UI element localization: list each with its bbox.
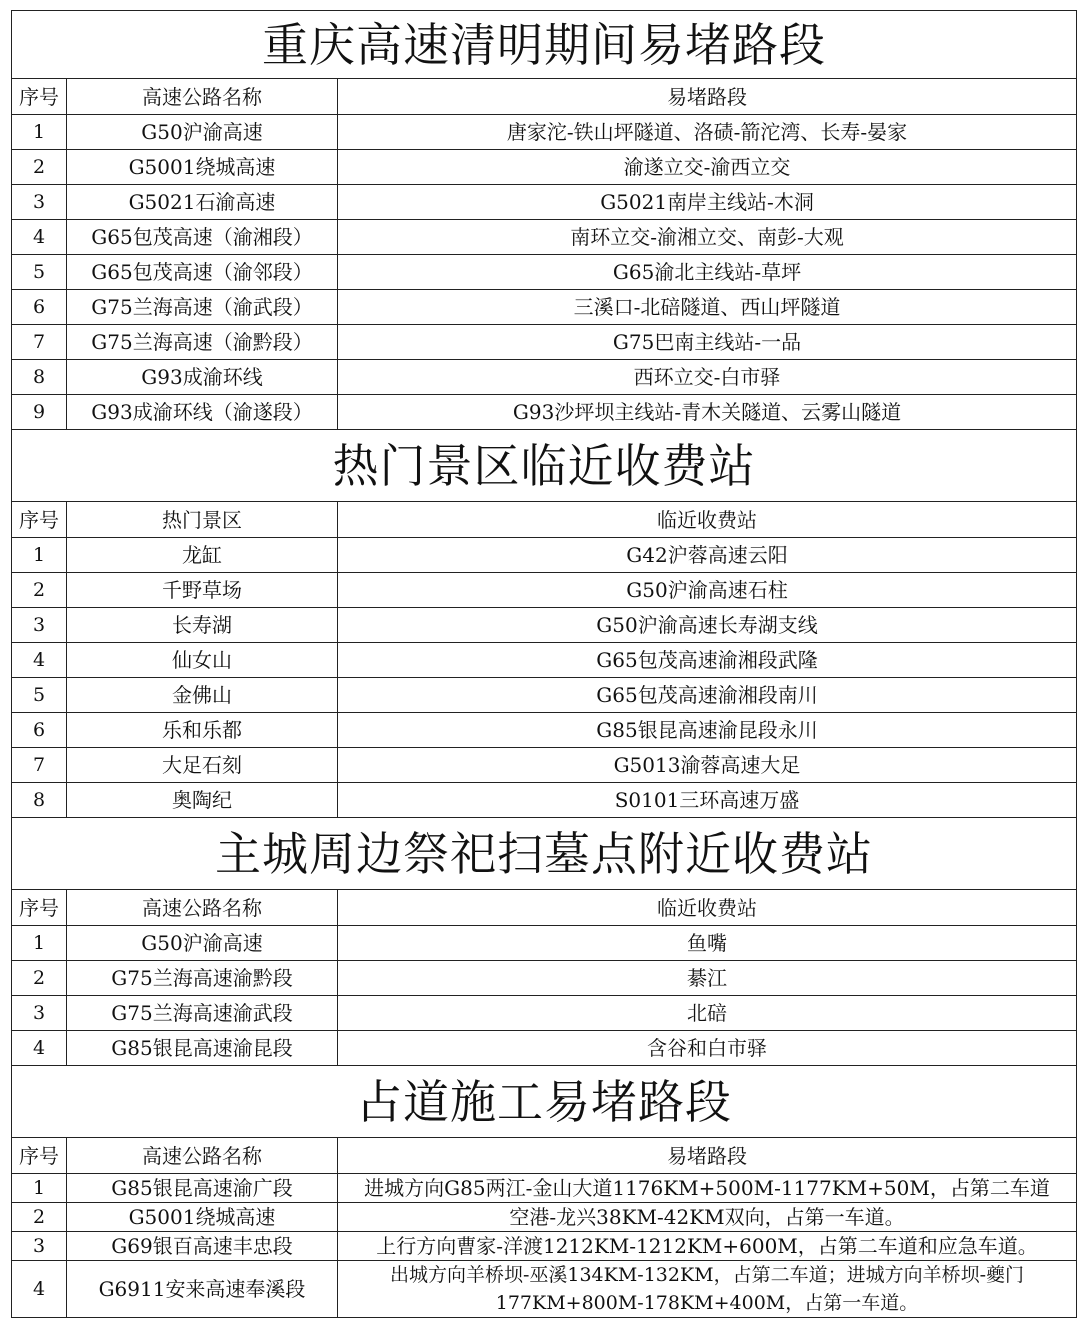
table-row xyxy=(12,115,1077,150)
section-title-row xyxy=(12,818,1077,890)
row-name: G75兰海高速渝武段 xyxy=(67,996,338,1031)
row-index: 6 xyxy=(12,290,67,325)
row-index: 8 xyxy=(12,360,67,395)
column-header-row xyxy=(12,890,1077,926)
row-name: G85银昆高速渝昆段 xyxy=(67,1031,338,1066)
table-row xyxy=(12,643,1077,678)
section-title: 重庆高速清明期间易堵路段 xyxy=(12,11,1077,79)
column-header-row xyxy=(12,1138,1077,1174)
table-row xyxy=(12,678,1077,713)
row-name: 龙缸 xyxy=(67,538,338,573)
row-name: 金佛山 xyxy=(67,678,338,713)
row-name: G5001绕城高速 xyxy=(67,150,338,185)
row-index: 5 xyxy=(12,255,67,290)
row-name: G50沪渝高速 xyxy=(67,926,338,961)
row-index: 1 xyxy=(12,1174,67,1203)
table-row xyxy=(12,1031,1077,1066)
row-name: G65包茂高速（渝湘段） xyxy=(67,220,338,255)
row-detail: 西环立交-白市驿 xyxy=(338,360,1077,395)
row-detail: 上行方向曹家-洋渡1212KM-1212KM+600M，占第二车道和应急车道。 xyxy=(338,1232,1077,1261)
column-header: 易堵路段 xyxy=(338,1138,1077,1174)
row-index: 1 xyxy=(12,926,67,961)
column-header: 序号 xyxy=(12,1138,67,1174)
column-header: 临近收费站 xyxy=(338,502,1077,538)
table-row xyxy=(12,290,1077,325)
row-detail: 进城方向G85两江-金山大道1176KM+500M-1177KM+50M，占第二车道 xyxy=(338,1174,1077,1203)
row-index: 3 xyxy=(12,185,67,220)
row-detail: 唐家沱-铁山坪隧道、洛碛-箭沱湾、长寿-晏家 xyxy=(338,115,1077,150)
table-row xyxy=(12,255,1077,290)
table-row xyxy=(12,1232,1077,1261)
section-title-row xyxy=(12,430,1077,502)
row-detail: G75巴南主线站-一品 xyxy=(338,325,1077,360)
row-name: G75兰海高速渝黔段 xyxy=(67,961,338,996)
column-header: 高速公路名称 xyxy=(67,1138,338,1174)
table-row xyxy=(12,1261,1077,1318)
column-header-row xyxy=(12,79,1077,115)
section-title-row xyxy=(12,1066,1077,1138)
row-index: 1 xyxy=(12,115,67,150)
row-index: 2 xyxy=(12,1203,67,1232)
row-index: 6 xyxy=(12,713,67,748)
row-detail: 南环立交-渝湘立交、南彭-大观 xyxy=(338,220,1077,255)
row-index: 4 xyxy=(12,643,67,678)
table-row xyxy=(12,926,1077,961)
row-detail: G65渝北主线站-草坪 xyxy=(338,255,1077,290)
row-index: 2 xyxy=(12,573,67,608)
table-row xyxy=(12,783,1077,818)
row-name: G5001绕城高速 xyxy=(67,1203,338,1232)
row-detail: G93沙坪坝主线站-青木关隧道、云雾山隧道 xyxy=(338,395,1077,430)
table-row xyxy=(12,996,1077,1031)
row-index: 4 xyxy=(12,1031,67,1066)
row-index: 5 xyxy=(12,678,67,713)
row-detail: 空港-龙兴38KM-42KM双向，占第一车道。 xyxy=(338,1203,1077,1232)
row-index: 3 xyxy=(12,1232,67,1261)
row-index: 4 xyxy=(12,220,67,255)
row-detail: S0101三环高速万盛 xyxy=(338,783,1077,818)
row-detail: G5021南岸主线站-木洞 xyxy=(338,185,1077,220)
table-row xyxy=(12,220,1077,255)
row-name: G65包茂高速（渝邻段） xyxy=(67,255,338,290)
row-index: 2 xyxy=(12,961,67,996)
column-header: 易堵路段 xyxy=(338,79,1077,115)
row-index: 8 xyxy=(12,783,67,818)
row-index: 1 xyxy=(12,538,67,573)
table-row xyxy=(12,360,1077,395)
row-name: 大足石刻 xyxy=(67,748,338,783)
row-index: 9 xyxy=(12,395,67,430)
row-detail: 三溪口-北碚隧道、西山坪隧道 xyxy=(338,290,1077,325)
table-row xyxy=(12,713,1077,748)
row-name: G93成渝环线（渝遂段） xyxy=(67,395,338,430)
row-detail: G50沪渝高速长寿湖支线 xyxy=(338,608,1077,643)
column-header: 序号 xyxy=(12,502,67,538)
column-header: 高速公路名称 xyxy=(67,890,338,926)
row-detail: G5013渝蓉高速大足 xyxy=(338,748,1077,783)
column-header: 高速公路名称 xyxy=(67,79,338,115)
row-name: G6911安来高速奉溪段 xyxy=(67,1261,338,1318)
row-detail: 北碚 xyxy=(338,996,1077,1031)
row-detail: G65包茂高速渝湘段南川 xyxy=(338,678,1077,713)
column-header: 临近收费站 xyxy=(338,890,1077,926)
row-detail: 綦江 xyxy=(338,961,1077,996)
row-name: G69银百高速丰忠段 xyxy=(67,1232,338,1261)
section-title-row xyxy=(12,11,1077,79)
section-title: 主城周边祭祀扫墓点附近收费站 xyxy=(12,818,1077,890)
column-header: 序号 xyxy=(12,890,67,926)
row-name: G85银昆高速渝广段 xyxy=(67,1174,338,1203)
row-name: G5021石渝高速 xyxy=(67,185,338,220)
table-row xyxy=(12,395,1077,430)
row-detail: 含谷和白市驿 xyxy=(338,1031,1077,1066)
row-detail: 鱼嘴 xyxy=(338,926,1077,961)
row-index: 2 xyxy=(12,150,67,185)
row-index: 4 xyxy=(12,1261,67,1318)
row-name: G75兰海高速（渝武段） xyxy=(67,290,338,325)
row-index: 7 xyxy=(12,325,67,360)
row-detail: 渝遂立交-渝西立交 xyxy=(338,150,1077,185)
row-detail: G85银昆高速渝昆段永川 xyxy=(338,713,1077,748)
table-row xyxy=(12,185,1077,220)
row-detail: G42沪蓉高速云阳 xyxy=(338,538,1077,573)
table-row xyxy=(12,748,1077,783)
traffic-info-table xyxy=(11,10,1077,1318)
row-detail: 出城方向羊桥坝-巫溪134KM-132KM，占第二车道；进城方向羊桥坝-夔门177KM+800M-178KM+400M，占第一车道。 xyxy=(338,1261,1077,1318)
row-index: 3 xyxy=(12,608,67,643)
row-index: 3 xyxy=(12,996,67,1031)
table-row xyxy=(12,150,1077,185)
row-name: 乐和乐都 xyxy=(67,713,338,748)
row-name: 千野草场 xyxy=(67,573,338,608)
table-row xyxy=(12,608,1077,643)
section-title: 热门景区临近收费站 xyxy=(12,430,1077,502)
row-name: 仙女山 xyxy=(67,643,338,678)
column-header: 序号 xyxy=(12,79,67,115)
row-detail: G65包茂高速渝湘段武隆 xyxy=(338,643,1077,678)
row-name: G93成渝环线 xyxy=(67,360,338,395)
row-name: G75兰海高速（渝黔段） xyxy=(67,325,338,360)
table-row xyxy=(12,1203,1077,1232)
row-index: 7 xyxy=(12,748,67,783)
row-name: 长寿湖 xyxy=(67,608,338,643)
column-header: 热门景区 xyxy=(67,502,338,538)
column-header-row xyxy=(12,502,1077,538)
table-row xyxy=(12,538,1077,573)
table-row xyxy=(12,325,1077,360)
table-row xyxy=(12,1174,1077,1203)
row-detail: G50沪渝高速石柱 xyxy=(338,573,1077,608)
section-title: 占道施工易堵路段 xyxy=(12,1066,1077,1138)
row-name: 奥陶纪 xyxy=(67,783,338,818)
table-row xyxy=(12,961,1077,996)
table-row xyxy=(12,573,1077,608)
row-name: G50沪渝高速 xyxy=(67,115,338,150)
